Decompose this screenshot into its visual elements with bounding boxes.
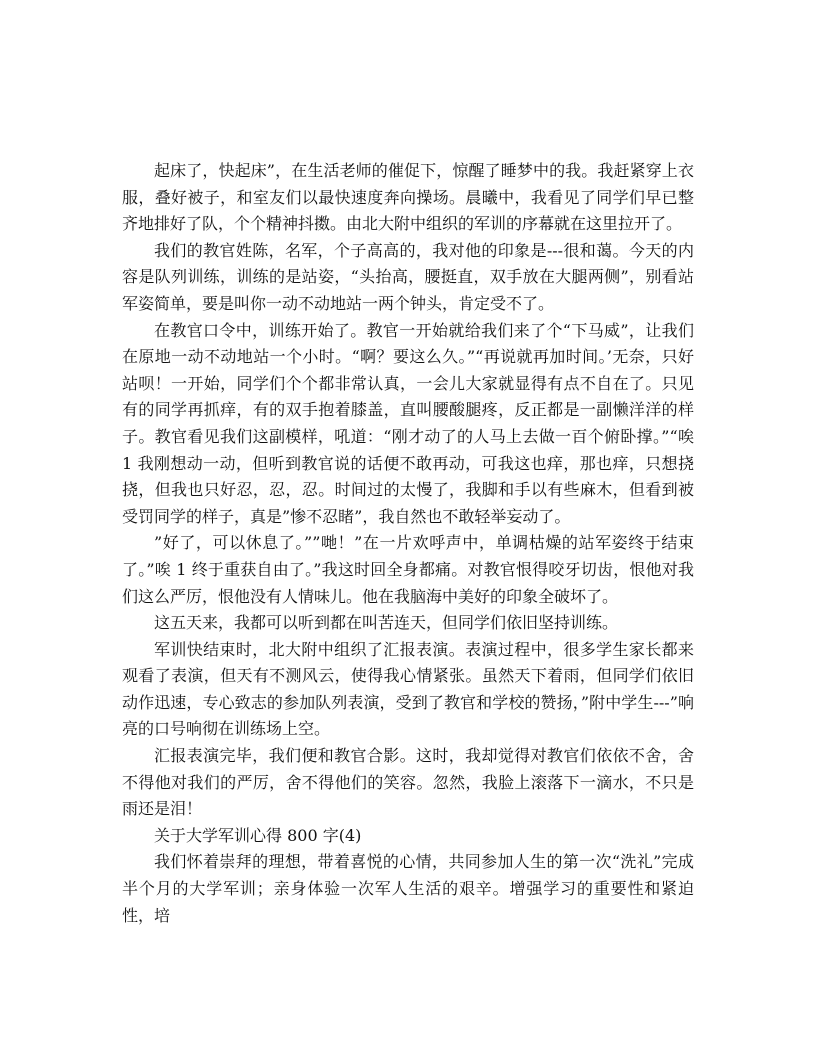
paragraph-1: 起床了，快起床”，在生活老师的催促下，惊醒了睡梦中的我。我赶紧穿上衣服，叠好被子，和室友们以最快速度奔向操场。晨曦中，我看见了同学们早已整齐地排好了队，个个精神抖擞。由北大附中组织的军训的序幕就在这里拉开了。	[122, 161, 694, 234]
paragraph-3: 在教官口令中，训练开始了。教官一开始就给我们来了个“下马威”，让我们在原地一动不动地站一个小时。“啊？要这么久。”“再说就再加时间。’无奈，只好站呗！一开始，同学们个个都非常认真，一会儿大家就显得有点不自在了。只见有的同学再抓痒，有的双手抱着膝盖，直叫腰酸腿疼，反正都是一副懒洋洋的样子。教官看见我们这副模样，吼道：“刚才动了的人马上去做一百个俯卧撑。”“唉 1 我刚想动一动，但听到教官说的话便不敢再动，可我这也痒，那也痒，只想挠挠，但我也只好忍，忍，忍。时间过的太慢了，我脚和手以有些麻木，但看到被受罚同学的样子，真是”惨不忍睹”，我自然也不敢轻举妄动了。	[122, 320, 694, 526]
paragraph-8: 我们怀着崇拜的理想，带着喜悦的心情，共同参加人生的第一次“洗礼”完成半个月的大学军训；亲身体验一次军人生活的艰辛。增强学习的重要性和紧迫性，培	[122, 852, 694, 925]
section-heading: 关于大学军训心得 800 字(4)	[154, 825, 362, 845]
paragraph-2: 我们的教官姓陈，名军，个子高高的，我对他的印象是---很和蔼。今天的内容是队列训练，训练的是站姿，“头抬高，腰挺直，双手放在大腿两侧”，别看站军姿简单，要是叫你一动不动地站一两个钟头，肯定受不了。	[122, 240, 694, 313]
paragraph-5: 这五天来，我都可以听到都在叫苦连天，但同学们依旧坚持训练。	[154, 613, 619, 633]
paragraph-7: 汇报表演完毕，我们便和教官合影。这时，我却觉得对教官们依依不舍，舍不得他对我们的严厉，舍不得他们的笑容。忽然，我脸上滚落下一滴水，不只是雨还是泪！	[122, 746, 694, 819]
document-body	[122, 158, 694, 929]
paragraph-4: ”好了，可以休息了。””哋！”在一片欢呼声中，单调枯燥的站军姿终于结束了。”唉 1 终于重获自由了。”我这时回全身都痛。对教官恨得咬牙切齿，恨他对我们这么严厉，恨他没有人情味儿。他在我脑海中美好的印象全破坏了。	[122, 533, 694, 606]
paragraph-6: 军训快结束时，北大附中组织了汇报表演。表演过程中，很多学生家长都来观看了表演，但天有不测风云，使得我心情紧张。虽然天下着雨，但同学们依旧动作迅速，专心致志的参加队列表演，受到了教官和学校的赞扬，”附中学生---”响亮的口号响彻在训练场上空。	[122, 639, 694, 739]
